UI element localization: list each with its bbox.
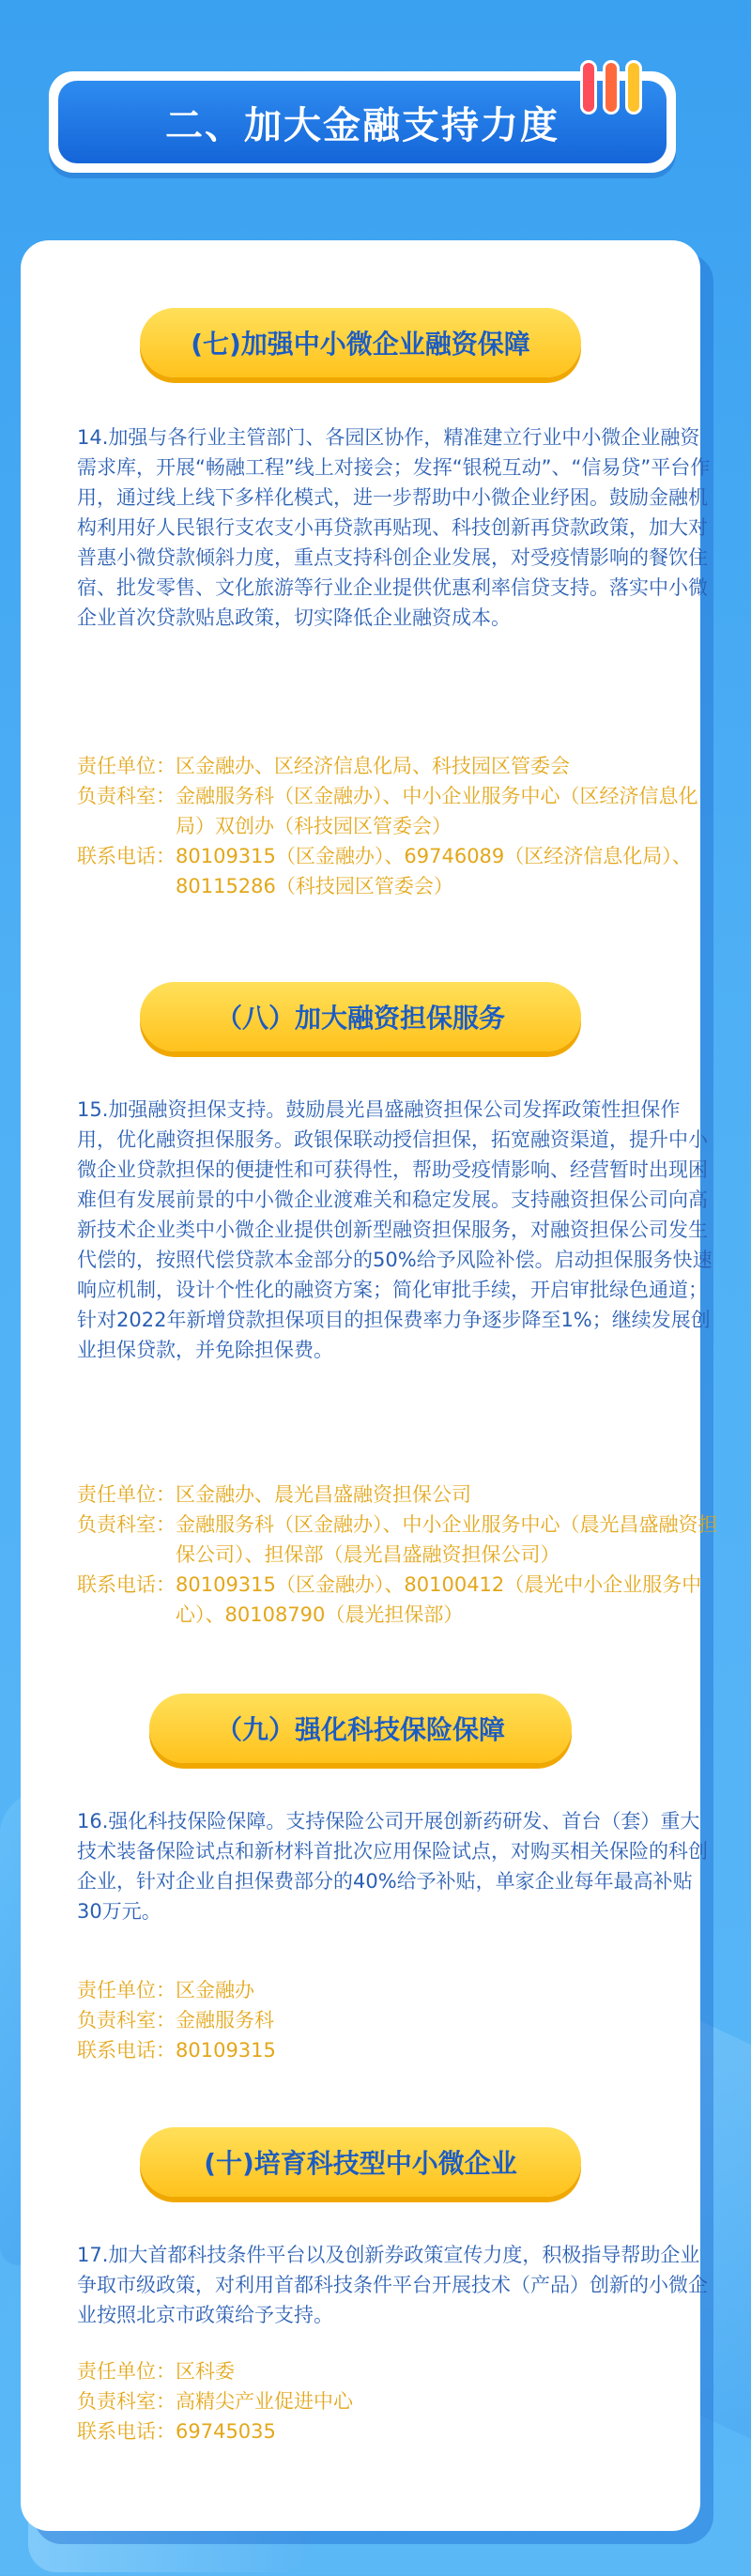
meta-value: 80109315（区金融办）、69746089（区经济信息化局）、80115286（科技园区管委会） [176, 845, 692, 897]
section-body: 16.强化科技保险保障。支持保险公司开展创新药研发、首台（套）重大技术装备保险试点和新材料首批次应用保险试点，对购买相关保险的科创企业，针对企业自担保费部分的40%给予补贴，单家企业每年最高补贴30万元。 [77, 1810, 708, 1923]
meta-label: 责任单位： [77, 755, 176, 777]
meta-label: 联系电话： [77, 1573, 176, 1596]
section-heading: (七)加强中小微企业融资保障 [191, 329, 530, 360]
decorative-bars [580, 60, 642, 115]
meta-value: 区金融办、晨光昌盛融资担保公司 [176, 1483, 471, 1506]
meta-label: 责任单位： [77, 2360, 176, 2383]
meta-label: 联系电话： [77, 2039, 176, 2062]
meta-row [77, 2386, 725, 2416]
meta-label: 负责科室： [77, 2390, 176, 2413]
meta-row [77, 2005, 725, 2035]
meta-label: 负责科室： [77, 2009, 176, 2032]
meta-label: 责任单位： [77, 1979, 176, 2001]
content-card [21, 240, 718, 2531]
meta-value: 区金融办 [176, 1979, 254, 2001]
meta-value: 区科委 [176, 2360, 235, 2383]
meta-value: 80109315 [176, 2039, 276, 2062]
section-heading: （九）强化科技保险保障 [215, 1714, 505, 1745]
meta-value: 80109315（区金融办）、80100412（晨光中小企业服务中心）、80108790（晨光担保部） [176, 1573, 702, 1626]
meta-row [77, 2416, 725, 2446]
section-meta [77, 1975, 725, 2065]
section-body: 15.加强融资担保支持。鼓励晨光昌盛融资担保公司发挥政策性担保作用，优化融资担保服务。政银保联动授信担保，拓宽融资渠道，提升中小微企业贷款担保的便捷性和可获得性，帮助受疫情影响、经营暂时出现困难但有发展前景的中小微企业渡难关和稳定发展。支持融资担保公司向高新技术企业类中小微企业提供创新型融资担保服务，对融资担保公司发生代偿的，按照代偿贷款本金部分的50%给予风险补偿。启动担保服务快速响应机制，设计个性化的融资方案；简化审批手续，开启审批绿色通道；针对2022年新增贷款担保项目的担保费率力争逐步降至1%；继续发展创业担保贷款，并免除担保费。 [77, 1098, 713, 1361]
section-heading-pill [140, 982, 581, 1051]
section-meta [77, 1480, 725, 1630]
section-meta [77, 2356, 725, 2446]
meta-row [77, 2356, 725, 2386]
meta-label: 联系电话： [77, 845, 176, 867]
meta-row [77, 1510, 725, 1570]
section-heading-pill [149, 1694, 572, 1763]
meta-value: 高精尖产业促进中心 [176, 2390, 353, 2413]
meta-value: 区金融办、区经济信息化局、科技园区管委会 [176, 755, 570, 777]
meta-value: 金融服务科（区金融办）、中小企业服务中心（区经济信息化局）双创办（科技园区管委会） [176, 785, 698, 837]
meta-label: 责任单位： [77, 1483, 176, 1506]
section-heading: （八）加大融资担保服务 [215, 1003, 505, 1034]
meta-value: 69745035 [176, 2420, 276, 2443]
section-header-banner [49, 71, 676, 173]
meta-row [77, 1570, 725, 1630]
decorative-bar [603, 60, 620, 115]
section-meta [77, 751, 725, 901]
section-heading-pill [140, 308, 581, 377]
meta-label: 负责科室： [77, 1513, 176, 1536]
decorative-bar [625, 60, 642, 115]
meta-row [77, 781, 725, 841]
meta-row [77, 1975, 725, 2005]
section-body: 17.加大首都科技条件平台以及创新券政策宣传力度，积极指导帮助企业争取市级政策，对利用首都科技条件平台开展技术（产品）创新的小微企业按照北京市政策给予支持。 [77, 2244, 708, 2326]
decorative-bar [580, 60, 597, 115]
meta-value: 金融服务科 [176, 2009, 274, 2032]
header-inner [58, 81, 667, 163]
meta-row [77, 2035, 725, 2065]
meta-value: 金融服务科（区金融办）、中小企业服务中心（晨光昌盛融资担保公司）、担保部（晨光昌盛融资担保公司） [176, 1513, 718, 1566]
meta-label: 联系电话： [77, 2420, 176, 2443]
section-body: 14.加强与各行业主管部门、各园区协作，精准建立行业中小微企业融资需求库，开展“畅融工程”线上对接会；发挥“银税互动”、“信易贷”平台作用，通过线上线下多样化模式，进一步帮助中小微企业纾困。鼓励金融机构利用好人民银行支农支小再贷款再贴现、科技创新再贷款政策，加大对普惠小微贷款倾斜力度，重点支持科创企业发展，对受疫情影响的餐饮住宿、批发零售、文化旅游等行业企业提供优惠利率信贷支持。落实中小微企业首次贷款贴息政策，切实降低企业融资成本。 [77, 426, 711, 629]
section-heading: (十)培育科技型中小微企业 [204, 2148, 517, 2179]
section-heading-pill [140, 2127, 581, 2197]
meta-label: 负责科室： [77, 785, 176, 807]
meta-row [77, 841, 725, 901]
meta-row [77, 1480, 725, 1510]
page-title: 二、加大金融支持力度 [165, 103, 559, 147]
meta-row [77, 751, 725, 781]
